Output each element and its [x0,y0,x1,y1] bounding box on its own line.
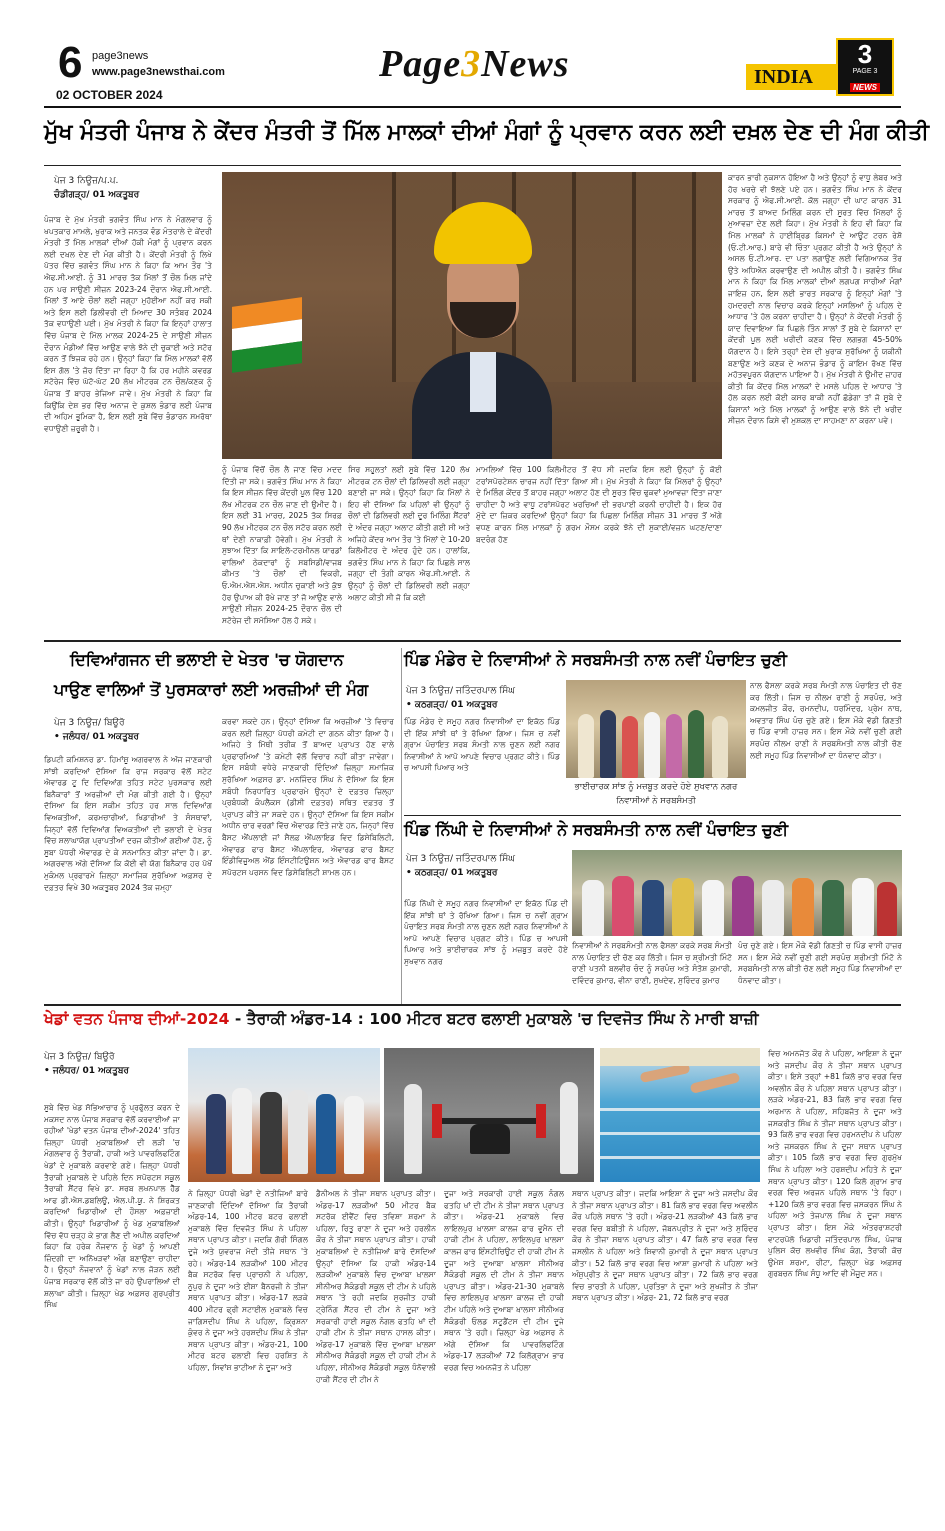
story4-column-3: ਪੰਚ ਚੁਣੇ ਗਏ। ਇਸ ਮੌਕੇ ਵੱਡੀ ਗਿਣਤੀ ਚ ਪਿੰਡ ਵਾਸੀ ਹਾਜ਼ਰ ਸਨ। ਇਸ ਮੌਕੇ ਨਵੀਂ ਚੁਣੀ ਗਈ ਸਰਪੰਚ ਸ਼੍ਰੀਮਤੀ ਮਿੰਟੋ ਨੇ ਸਰਬਸੰਮਤੀ ਨਾਲ ਕੀਤੀ ਚੋਣ ਲਈ ਸਮੂਹ ਪਿੰਡ ਨਿਵਾਸੀਆਂ ਦਾ ਧੰਨਵਾਦ ਕੀਤਾ। [738,941,902,985]
story5-headline [44,1010,901,1042]
person-figure [622,716,638,778]
story1-column-1: ਪੰਜਾਬ ਦੇ ਮੁੱਖ ਮੰਤਰੀ ਭਗਵੰਤ ਸਿੰਘ ਮਾਨ ਨੇ ਮੰਗਲਵਾਰ ਨੂੰ ਖਪਤਕਾਰ ਮਾਮਲੇ, ਖੁਰਾਕ ਅਤੇ ਜਨਤਕ ਵੰਡ ਮੰਤਰਾਲੇ ਦੇ ਕੇਂਦਰੀ ਮੰਤਰੀ ਤੋਂ ਮਿੱਲ ਮਾਲਕਾਂ ਦੀਆਂ ਹੱਕੀ ਮੰਗਾਂ ਨੂੰ ਪ੍ਰਵਾਨ ਕਰਨ ਲਈ ਦਖ਼ਲ ਦੇਣ ਦੀ ਮੰਗ ਕੀਤੀ ਹੈ। ਕੇਂਦਰੀ ਮੰਤਰੀ ਨੂੰ ਲਿਖੇ ਪੱਤਰ ਵਿੱਚ ਭਗਵੰਤ ਸਿੰਘ ਮਾਨ ਨੇ ਕਿਹਾ ਕਿ ਆਮ ਤੌਰ 'ਤੇ ਐਫ.ਸੀ.ਆਈ. ਨੂੰ 31 ਮਾਰਚ ਤੱਕ ਮਿੱਲਾਂ ਤੋਂ ਚੌਲ ਮਿਲ ਜਾਂਦੇ ਹਨ ਪਰ ਸਾਉਣੀ ਸੀਜ਼ਨ 2023-24 ਦੌਰਾਨ ਐਫ.ਸੀ.ਆਈ. ਮਿੱਲਾਂ ਤੋਂ ਆਏ ਚੌਲਾਂ ਲਈ ਜਗ੍ਹਾ ਮੁਹੱਈਆ ਨਹੀਂ ਕਰ ਸਕੀ ਅਤੇ ਇਸ ਲਈ ਡਿਲੀਵਰੀ ਦੀ ਮਿਆਦ 30 ਸਤੰਬਰ 2024 ਤੱਕ ਵਧਾਉਣੀ ਪਈ। ਮੁੱਖ ਮੰਤਰੀ ਨੇ ਕਿਹਾ ਕਿ ਇਨ੍ਹਾਂ ਹਾਲਾਤ ਵਿੱਚ ਪੰਜਾਬ ਦੇ ਮਿੱਲ ਮਾਲਕ 2024-25 ਦੇ ਸਾਉਣੀ ਸੀਜ਼ਨ ਦੌਰਾਨ ਮੰਡੀਆਂ ਵਿੱਚ ਆਉਣ ਵਾਲੇ ਝੋਨੇ ਦੀ ਚੁਕਾਈ ਅਤੇ ਸਟੋਰ ਕਰਨ ਤੋਂ ਝਿਜਕ ਰਹੇ ਹਨ। ਉਨ੍ਹਾਂ ਕਿਹਾ ਕਿ ਮਿੱਲ ਮਾਲਕਾਂ ਵੱਲੋਂ ਇਸ ਗੱਲ 'ਤੇ ਜ਼ੋਰ ਦਿੱਤਾ ਜਾ ਰਿਹਾ ਹੈ ਕਿ ਹਰ ਮਹੀਨੇ ਕਵਰਡ ਸਟੋਰੇਜ ਵਿੱਚ ਘੱਟੋ-ਘੱਟ 20 ਲੱਖ ਮੀਟਰਕ ਟਨ ਚੌਲ/ਕਣਕ ਨੂੰ ਪੰਜਾਬ ਤੋਂ ਬਾਹਰ ਭੇਜਿਆ ਜਾਵੇ। ਮੁੱਖ ਮੰਤਰੀ ਨੇ ਕਿਹਾ ਕਿ ਕਿਉਂਕਿ ਦੇਸ਼ ਭਰ ਵਿੱਚ ਅਨਾਜ ਦੇ ਕੁਸ਼ਲ ਭੰਡਾਰ ਲਈ ਪੰਜਾਬ ਦੀ ਅਹਿਮ ਭੂਮਿਕਾ ਹੈ, ਇਸ ਲਈ ਸੂਬੇ ਵਿੱਚ ਭੰਡਾਰਨ ਸਮਰੱਥਾ ਵਧਾਉਣੀ ਜ਼ਰੂਰੀ ਹੈ। [44,215,212,433]
person-figure [672,878,694,936]
byline-dateline: • ਜਲੰਧਰ/ 01 ਅਕਤੂਬਰ [44,1066,130,1076]
website-link[interactable]: www.page3newsthai.com [92,66,225,78]
medal-ceremony-photo [188,1048,380,1182]
person-figure [288,1090,308,1174]
person-shirt [470,352,496,412]
story3-byline [406,684,566,712]
person-figure [852,878,874,936]
person-figure [582,880,604,936]
person-figure [644,712,660,778]
byline-author: ਪੇਜ 3 ਨਿਊਜ਼/ ਬਿਊਰੋ [44,1052,115,1062]
person-figure [260,1092,282,1174]
logo-word-page: Page [379,43,462,85]
person-figure [877,882,897,936]
divider [44,640,901,642]
person-figure [316,1094,336,1174]
badge-text: PAGE 3 [852,68,878,75]
person-figure [206,1094,226,1174]
story5-column-6: ਵਿਚ ਅਮਨਜੋਤ ਕੌਰ ਨੇ ਪਹਿਲਾ, ਆਇਸ਼ਾ ਨੇ ਦੂਜਾ ਅਤੇ ਜਸਦੀਪ ਕੌਰ ਨੇ ਤੀਜਾ ਸਥਾਨ ਪ੍ਰਾਪਤ ਕੀਤਾ। ਇਸੇ ਤਰ੍ਹਾਂ +81 ਕਿਲੋ ਭਾਰ ਵਰਗ ਵਿਚ ਅਵਲੀਨ ਕੌਰ ਨੇ ਪਹਿਲਾ ਸਥਾਨ ਪ੍ਰਾਪਤ ਕੀਤਾ। ਲੜਕੇ ਅੰਡਰ-21, 83 ਕਿਲੋ ਭਾਰ ਵਰਗ ਵਿਚ ਅਰਮਾਨ ਨੇ ਪਹਿਲਾ, ਸਹਿਬਜੋਤ ਨੇ ਦੂਜਾ ਅਤੇ ਜਸਕਰੀਤ ਸਿੰਘ ਨੇ ਤੀਜਾ ਸਥਾਨ ਪ੍ਰਾਪਤ ਕੀਤਾ। 93 ਕਿਲੋ ਭਾਰ ਵਰਗ ਵਿਚ ਹਰਮਨਦੀਪ ਨੇ ਪਹਿਲਾ ਅਤੇ ਜਸਕਰਨ ਸਿੰਘ ਨੇ ਦੂਜਾ ਸਥਾਨ ਪ੍ਰਾਪਤ ਕੀਤਾ। 105 ਕਿਲੋ ਭਾਰ ਵਰਗ ਵਿਚ ਗੁਰਮੁੱਖ ਸਿੰਘ ਨੇ ਪਹਿਲਾ ਅਤੇ ਹਰਸ਼ਦੀਪ ਮਹਿਤੇ ਨੇ ਦੂਜਾ ਸਥਾਨ ਪ੍ਰਾਪਤ ਕੀਤਾ। 120 ਕਿਲੋ ਗ੍ਰਾਮ ਭਾਰ ਵਰਗ ਵਿੱਚ ਅਰਜਨ ਪਹਿਲੇ ਸਥਾਨ 'ਤੇ ਰਿਹਾ। +120 ਕਿਲੋ ਭਾਰ ਵਰਗ ਵਿਚ ਜਸਕਰਨ ਸਿੰਘ ਨੇ ਪਹਿਲਾ ਅਤੇ ਤੇਜਪਾਲ ਸਿੰਘ ਨੇ ਦੂਜਾ ਸਥਾਨ ਪ੍ਰਾਪਤ ਕੀਤਾ। ਇਸ ਮੌਕੇ ਅੰਤਰਰਾਸ਼ਟਰੀ ਵਾਟਰਪੋਲੋ ਖਿਡਾਰੀ ਜਤਿੰਦਰਪਾਲ ਸਿੰਘ, ਪੰਜਾਬ ਪੁਲਿਸ ਕੋਚ ਲਖਵੀਰ ਸਿੰਘ ਕੰਗ, ਤੈਰਾਕੀ ਕੋਚ ਉਮੇਸ਼ ਸ਼ਰਮਾ, ਰੀਟਾ, ਜ਼ਿਲ੍ਹਾ ਖੇਡ ਅਫ਼ਸਰ ਗੁਰਬਚਨ ਸਿੰਘ ਸੰਧੂ ਆਦਿ ਵੀ ਮੌਜੂਦ ਸਨ। [768,1049,902,1279]
headline-red-part: ਖੇਡਾਂ ਵਤਨ ਪੰਜਾਬ ਦੀਆਂ-2024 [44,1010,230,1028]
headline-black-part: - ਤੈਰਾਕੀ ਅੰਡਰ-14 : 100 ਮੀਟਰ ਬਟਰ ਫਲਾਈ ਮੁਕਾਬਲੇ 'ਚ ਦਿਵਜੋਤ ਸਿੰਘ ਨੇ ਮਾਰੀ ਬਾਜ਼ੀ [229,1010,759,1028]
story2-headline-line1: ਦਿਵਿਆਂਗਜਨ ਦੀ ਭਲਾਈ ਦੇ ਖੇਤਰ 'ਚ ਯੋਗਦਾਨ [70,650,344,669]
person-figure [688,710,704,778]
story4-byline [406,852,566,880]
story1-column-4: ਮਾਮਲਿਆਂ ਵਿੱਚ 100 ਕਿਲੋਮੀਟਰ ਤੋਂ ਵੱਧ ਸੀ ਜਦਕਿ ਇਸ ਲਈ ਉਨ੍ਹਾਂ ਨੂੰ ਕੋਈ ਟਰਾਂਸਪੋਰਟੇਸ਼ਨ ਚਾਰਜ ਨਹੀਂ ਦਿੱਤਾ ਗਿਆ ਸੀ। ਮੁੱਖ ਮੰਤਰੀ ਨੇ ਕਿਹਾ ਕਿ ਮਿੱਲਰਾਂ ਨੂੰ ਉਨ੍ਹਾਂ ਦੇ ਮਿਲਿੰਗ ਕੇਂਦਰ ਤੋਂ ਬਾਹਰ ਜਗ੍ਹਾ ਅਲਾਟ ਹੋਣ ਦੀ ਸੂਰਤ ਵਿੱਚ ਢੁਕਵਾਂ ਮੁਆਵਜ਼ਾ ਦਿੱਤਾ ਜਾਣਾ ਚਾਹੀਦਾ ਹੈ ਅਤੇ ਵਾਧੂ ਟਰਾਂਸਪੋਰਟ ਖਰਚਿਆਂ ਦੀ ਭਰਪਾਈ ਕਰਨੀ ਚਾਹੀਦੀ ਹੈ। ਇਕ ਹੋਰ ਮੁੱਦੇ ਦਾ ਜ਼ਿਕਰ ਕਰਦਿਆਂ ਉਨ੍ਹਾਂ ਕਿਹਾ ਕਿ ਪਿਛਲਾ ਮਿਲਿੰਗ ਸੀਜ਼ਨ 31 ਮਾਰਚ ਤੋਂ ਅੱਗੇ ਵਧਣ ਕਾਰਨ ਮਿੱਲ ਮਾਲਕਾਂ ਨੂੰ ਗਰਮ ਮੌਸਮ ਕਰਕੇ ਝੋਨੇ ਦੀ ਸੁਕਾਈ/ਵਜ਼ਨ ਘਟਣ/ਦਾਣਾ ਬਦਰੰਗ ਹੋਣ [476,465,722,544]
logo-number: 3 [461,43,482,85]
person-figure [642,880,664,936]
person-figure [792,878,814,936]
column-divider [401,648,402,1004]
person-figure [762,880,784,936]
story4-headline: ਪਿੰਡ ਨਿੱਘੀ ਦੇ ਨਿਵਾਸੀਆਂ ਨੇ ਸਰਬਸੰਮਤੀ ਨਾਲ ਨਵੀਂ ਪੰਚਾਇਤ ਚੁਣੀ [404,820,789,839]
person-figure [560,1082,578,1174]
nighi-village-photo [572,850,902,936]
masthead [44,34,901,108]
story1-column-3: ਸਿਰ ਸਹੂਲਤਾਂ ਲਈ ਸੂਬੇ ਵਿੱਚ 120 ਲੱਖ ਮੀਟਰਕ ਟਨ ਚੌਲਾਂ ਦੀ ਡਿਲਿਵਰੀ ਲਈ ਜਗ੍ਹਾ ਬਣਾਈ ਜਾ ਸਕੇ। ਉਨ੍ਹਾਂ ਕਿਹਾ ਕਿ ਮਿੱਲਾਂ ਨੇ ਇਹ ਵੀ ਦੱਸਿਆ ਕਿ ਪਹਿਲਾਂ ਵੀ ਉਨ੍ਹਾਂ ਨੂੰ ਚੌਲਾਂ ਦੀ ਡਿਲਿਵਰੀ ਲਈ ਦੂਰ ਮਿਲਿੰਗ ਸੈਂਟਰਾਂ ਦੇ ਅੰਦਰ ਜਗ੍ਹਾ ਅਲਾਟ ਕੀਤੀ ਗਈ ਸੀ ਅਤੇ ਅਜਿਹੇ ਕੇਂਦਰ ਆਮ ਤੌਰ 'ਤੇ ਮਿੱਲਾਂ ਦੇ 10-20 ਕਿਲੋਮੀਟਰ ਦੇ ਅੰਦਰ ਹੁੰਦੇ ਹਨ। ਹਾਲਾਂਕਿ, ਭਗਵੰਤ ਸਿੰਘ ਮਾਨ ਨੇ ਕਿਹਾ ਕਿ ਪਿਛਲੇ ਸਾਲ ਜਗ੍ਹਾ ਦੀ ਤੰਗੀ ਕਾਰਨ ਐਫ.ਸੀ.ਆਈ. ਨੇ ਉਨ੍ਹਾਂ ਨੂੰ ਚੌਲਾਂ ਦੀ ਡਿਲਿਵਰੀ ਲਈ ਜਗ੍ਹਾ ਅਲਾਟ ਕੀਤੀ ਸੀ ਜੋ ਕਿ ਕਈ [348,465,470,602]
byline-author: ਪੇਜ 3 ਨਿਊਜ਼/ ਜਤਿੰਦਰਪਾਲ ਸਿੰਘ [406,854,515,864]
divider [404,815,901,816]
story1-byline [54,174,214,202]
pool-deck [600,1048,760,1066]
story5-column-1: ਸੂਬੇ ਵਿੱਚ ਖੇਡ ਸੱਭਿਆਚਾਰ ਨੂੰ ਪ੍ਰਫੁੱਲਤ ਕਰਨ ਦੇ ਮਕਸਦ ਨਾਲ ਪੰਜਾਬ ਸਰਕਾਰ ਵੱਲੋਂ ਕਰਵਾਈਆਂ ਜਾ ਰਹੀਆਂ 'ਖੇਡਾਂ ਵਤਨ ਪੰਜਾਬ ਦੀਆਂ-2024' ਤਹਿਤ ਜ਼ਿਲ੍ਹਾ ਪੱਧਰੀ ਮੁਕਾਬਲਿਆਂ ਦੀ ਲੜੀ 'ਚ ਮੰਗਲਵਾਰ ਨੂੰ ਤੈਰਾਕੀ, ਹਾਕੀ ਅਤੇ ਪਾਵਰਲਿਫਟਿੰਗ ਖੇਡਾਂ ਦੇ ਮੁਕਾਬਲੇ ਕਰਵਾਏ ਗਏ। ਜ਼ਿਲ੍ਹਾ ਪੱਧਰੀ ਤੈਰਾਕੀ ਮੁਕਾਬਲੇ ਦੇ ਪਹਿਲੇ ਦਿਨ ਸਪੋਰਟਸ ਸਕੂਲ ਤੈਰਾਕੀ ਸੈਂਟਰ ਵਿਖੇ ਡਾ. ਸਰਬ ਲਖਨਪਾਲ ਹੈੱਡ ਆਫ ਡੀ.ਐਸ.ਡਬਲਿਊ, ਐਲ.ਪੀ.ਯੂ. ਨੇ ਸ਼ਿਰਕਤ ਕਰਦਿਆਂ ਖਿਡਾਰੀਆਂ ਦੀ ਹੌਸਲਾ ਅਫ਼ਜ਼ਾਈ ਕੀਤੀ। ਉਨ੍ਹਾਂ ਖਿਡਾਰੀਆਂ ਨੂੰ ਖੇਡ ਮੁਕਾਬਲਿਆਂ ਵਿੱਚ ਵੱਧ ਚੜ੍ਹ ਕੇ ਭਾਗ ਲੈਣ ਦੀ ਅਪੀਲ ਕਰਦਿਆਂ ਕਿਹਾ ਕਿ ਹਰੇਕ ਨੌਜਵਾਨ ਨੂੰ ਖੇਡਾਂ ਨੂੰ ਆਪਣੀ ਜ਼ਿੰਦਗੀ ਦਾ ਅਨਿੱਖੜਵਾਂ ਅੰਗ ਬਣਾਉਣਾ ਚਾਹੀਦਾ ਹੈ। ਉਨ੍ਹਾਂ ਨੌਜਵਾਨਾਂ ਨੂੰ ਖੇਡਾਂ ਨਾਲ ਜੋੜਨ ਲਈ ਪੰਜਾਬ ਸਰਕਾਰ ਵੱਲੋਂ ਕੀਤੇ ਜਾ ਰਹੇ ਉਪਰਾਲਿਆਂ ਦੀ ਸ਼ਲਾਘਾ ਕੀਤੀ। ਜ਼ਿਲ੍ਹਾ ਖੇਡ ਅਫ਼ਸਰ ਗੁਰਪ੍ਰੀਤ ਸਿੰਘ [44,1103,180,1310]
chief-minister-photo [222,172,722,459]
person-figure [822,880,844,936]
byline-author: ਪੇਜ 3 ਨਿਊਜ਼/ ਬਿਊਰੋ [54,718,125,728]
story2-headline-line2: ਪਾਉਣ ਵਾਲਿਆਂ ਤੋਂ ਪੁਰਸਕਾਰਾਂ ਲਈ ਅਰਜ਼ੀਆਂ ਦੀ ਮੰਗ [54,680,369,699]
byline-author: ਪੇਜ 3 ਨਿਊਜ਼/ਪ.ਪ. [54,176,119,186]
swimmer-diving [690,1072,741,1094]
person-figure [600,710,616,778]
person-figure [666,714,682,778]
swimming-pool-photo [600,1048,760,1182]
story2-byline [54,716,214,744]
person-figure [578,714,594,778]
byline-dateline: • ਕਠਗੜ੍ਹ/ 01 ਅਕਤੂਬਰ [406,868,498,878]
person-figure [404,1084,422,1174]
person-figure [702,880,724,936]
story3-column-2: ਨਾਲ ਫੈਸਲਾ ਕਰਕੇ ਸਰਬ ਸੰਮਤੀ ਨਾਲ ਪੰਚਾਇਤ ਦੀ ਚੋਣ ਕਰ ਲਿੱਤੀ। ਜਿਸ ਚ ਨੀਲਮ ਰਾਣੀ ਨੂੰ ਸਰਪੰਚ, ਅਤੇ ਕਮਲਜੀਤ ਕੌਰ, ਰਮਨਦੀਪ, ਧਰਮਿੰਦਰ, ਪ੍ਰੇਮ ਨਾਥ, ਅਵਤਾਰ ਸਿੰਘ ਪੰਚ ਚੁਣੇ ਗਏ। ਇਸ ਮੌਕੇ ਵੱਡੀ ਗਿਣਤੀ ਚ ਪਿੰਡ ਵਾਸੀ ਹਾਜ਼ਰ ਸਨ। ਇਸ ਮੌਕੇ ਨਵੀਂ ਚੁਣੀ ਗਈ ਸਰਪੰਚ ਨੀਲਮ ਰਾਣੀ ਨੇ ਸਰਬਸੰਮਤੀ ਨਾਲ ਕੀਤੀ ਚੋਣ ਲਈ ਸਮੂਹ ਪਿੰਡ ਨਿਵਾਸੀਆਂ ਦਾ ਧੰਨਵਾਦ ਕੀਤਾ। [750,681,902,760]
story4-column-2: ਨਿਵਾਸੀਆਂ ਨੇ ਸਰਬਸੰਮਤੀ ਨਾਲ ਫੈਸਲਾ ਕਰਕੇ ਸਰਬ ਸੰਮਤੀ ਨਾਲ ਪੰਚਾਇਤ ਦੀ ਚੋਣ ਕਰ ਲਿੱਤੀ। ਜਿਸ ਚ ਸ਼੍ਰੀਮਤੀ ਮਿੰਟੋ ਰਾਣੀ ਪਤਨੀ ਬਲਵੀਰ ਚੰਦ ਨੂੰ ਸਰਪੰਚ ਅਤੇ ਸੰਤੋਸ਼ ਕੁਮਾਰੀ, ਦਵਿੰਦਰ ਕੁਮਾਰ, ਵੀਨਾ ਰਾਣੀ, ਸੁਖਦੇਵ, ਸੁਰਿੰਦਰ ਕੁਮਾਰ [572,941,732,985]
person-figure [612,876,634,936]
byline-author: ਪੇਜ 3 ਨਿਊਜ਼/ ਜਤਿੰਦਰਪਾਲ ਸਿੰਘ [406,686,515,696]
page3-badge-icon [836,38,894,96]
story2-column-1: ਡਿਪਟੀ ਕਮਿਸ਼ਨਰ ਡਾ. ਹਿਮਾਂਸ਼ੂ ਅਗਰਵਾਲ ਨੇ ਅੱਜ ਜਾਣਕਾਰੀ ਸਾਂਝੀ ਕਰਦਿਆਂ ਦੱਸਿਆ ਕਿ ਰਾਜ ਸਰਕਾਰ ਵੱਲੋਂ ਸਟੇਟ ਐਵਾਰਡ ਟੂ ਦਿ ਦਿਵਿਆਂਗ ਤਹਿਤ ਸਟੇਟ ਪੁਰਸਕਾਰ ਲਈ ਬਿਨੈਕਾਰਾਂ ਤੋਂ ਅਰਜ਼ੀਆਂ ਦੀ ਮੰਗ ਕੀਤੀ ਗਈ ਹੈ। ਉਨ੍ਹਾਂ ਦੱਸਿਆ ਕਿ ਇਸ ਸਕੀਮ ਤਹਿਤ ਹਰ ਸਾਲ ਦਿਵਿਆਂਗ ਵਿਅਕਤੀਆਂ, ਕਰਮਚਾਰੀਆਂ, ਖਿਡਾਰੀਆਂ ਤੇ ਸੰਸਥਾਵਾਂ, ਜਿਨ੍ਹਾਂ ਵੱਲੋਂ ਦਿਵਿਆਂਗ ਵਿਅਕਤੀਆਂ ਦੀ ਭਲਾਈ ਦੇ ਖੇਤਰ ਵਿੱਚ ਸ਼ਲਾਘਾਯੋਗ ਪ੍ਰਾਪਤੀਆਂ ਦਰਜ ਕੀਤੀਆਂ ਗਈਆਂ ਹੋਣ, ਨੂੰ ਸੂਬਾ ਪੱਧਰੀ ਐਵਾਰਡ ਦੇ ਕੇ ਸਨਮਾਨਿਤ ਕੀਤਾ ਜਾਂਦਾ ਹੈ। ਡਾ. ਅਗਰਵਾਲ ਅੱਗੇ ਦੱਸਿਆ ਕਿ ਕੋਈ ਵੀ ਯੋਗ ਬਿਨੈਕਾਰ ਹਰ ਪੱਖੋਂ ਮੁਕੰਮਲ ਪ੍ਰਫਾਰਮੇ ਜ਼ਿਲ੍ਹਾ ਸਮਾਜਿਕ ਸੁਰੱਖਿਆ ਅਫ਼ਸਰ ਦੇ ਦਫ਼ਤਰ ਵਿਖੇ 30 ਅਕਤੂਬਰ 2024 ਤੱਕ ਜਮ੍ਹਾ [44,755,212,892]
story2-column-2: ਕਰਵਾ ਸਕਦੇ ਹਨ। ਉਨ੍ਹਾਂ ਦੱਸਿਆ ਕਿ ਅਰਜ਼ੀਆਂ 'ਤੇ ਵਿਚਾਰ ਕਰਨ ਲਈ ਜ਼ਿਲ੍ਹਾ ਪੱਧਰੀ ਕਮੇਟੀ ਦਾ ਗਠਨ ਕੀਤਾ ਗਿਆ ਹੈ। ਅਜਿਹੇ ਤੇ ਮਿੱਥੀ ਤਰੀਕ ਤੋਂ ਬਾਅਦ ਪ੍ਰਾਪਤ ਹੋਣ ਵਾਲੇ ਪ੍ਰਫਾਰਮਿਆਂ 'ਤੇ ਕਮੇਟੀ ਵੱਲੋਂ ਵਿਚਾਰ ਨਹੀਂ ਕੀਤਾ ਜਾਵੇਗਾ। ਇਸ ਸਬੰਧੀ ਵਧੇਰੇ ਜਾਣਕਾਰੀ ਦਿੰਦਿਆਂ ਜ਼ਿਲ੍ਹਾ ਸਮਾਜਿਕ ਸੁਰੱਖਿਆ ਅਫ਼ਸਰ ਡਾ. ਮਨਜਿੰਦਰ ਸਿੰਘ ਨੇ ਦੱਸਿਆ ਕਿ ਇਸ ਸਬੰਧੀ ਨਿਰਧਾਰਿਤ ਪ੍ਰਫਾਰਮੇ ਉਨ੍ਹਾਂ ਦੇ ਦਫ਼ਤਰ ਜ਼ਿਲ੍ਹਾ ਪ੍ਰਬੰਧਕੀ ਕੰਪਲੈਕਸ (ਡੀਸੀ ਦਫ਼ਤਰ) ਸਥਿਤ ਦਫ਼ਤਰ ਤੋਂ ਪ੍ਰਾਪਤ ਕੀਤੇ ਜਾ ਸਕਦੇ ਹਨ। ਉਨ੍ਹਾਂ ਦੱਸਿਆ ਕਿ ਇਸ ਸਕੀਮ ਅਧੀਨ ਚਾਰ ਵਰਗਾਂ ਵਿੱਚ ਐਵਾਰਡ ਦਿੱਤੇ ਜਾਣੇ ਹਨ, ਜਿਨ੍ਹਾਂ ਵਿੱਚ ਬੈਸਟ ਐਂਪਲਾਈ ਜਾਂ ਸੈਲਫ਼ ਐਂਪਲਾਇਡ ਵਿਦ ਡਿਸੇਬਿਲਿਟੀ, ਐਵਾਰਡ ਫਾਰ ਬੈਸਟ ਐਂਪਲਾਇਰ, ਐਵਾਰਡ ਫਾਰ ਬੈਸਟ ਇੰਡੀਵਿਜੂਅਲ ਐਂਡ ਇੰਸਟੀਟਿਊਸ਼ਨ ਅਤੇ ਐਵਾਰਡ ਫਾਰ ਬੈਸਟ ਸਪੋਰਟਸ ਪਰਸਨ ਵਿਦ ਡਿਸੇਬਿਲਿਟੀ ਸ਼ਾਮਲ ਹਨ। [222,717,394,877]
lifter-figure [470,1124,510,1154]
divider [44,165,901,166]
story1-column-5: ਕਾਰਨ ਭਾਰੀ ਨੁਕਸਾਨ ਹੋਇਆ ਹੈ ਅਤੇ ਉਨ੍ਹਾਂ ਨੂੰ ਵਾਧੂ ਲੇਬਰ ਅਤੇ ਹੋਰ ਖਰਚੇ ਵੀ ਝੱਲਣੇ ਪਏ ਹਨ। ਭਗਵੰਤ ਸਿੰਘ ਮਾਨ ਨੇ ਕੇਂਦਰ ਸਰਕਾਰ ਨੂੰ ਐਫ.ਸੀ.ਆਈ. ਕੋਲ ਜਗ੍ਹਾ ਦੀ ਘਾਟ ਕਾਰਨ 31 ਮਾਰਚ ਤੋਂ ਬਾਅਦ ਮਿਲਿੰਗ ਕਰਨ ਦੀ ਸੂਰਤ ਵਿੱਚ ਮਿੱਲਰਾਂ ਨੂੰ ਮੁਆਵਜ਼ਾ ਦੇਣ ਲਈ ਕਿਹਾ। ਮੁੱਖ ਮੰਤਰੀ ਨੇ ਇਹ ਵੀ ਕਿਹਾ ਕਿ ਮਿੱਲ ਮਾਲਕਾਂ ਨੇ ਹਾਈਬ੍ਰਿਡ ਕਿਸਮਾਂ ਦੇ ਆਊਟ ਟਰਨ ਰੇਸ਼ੋ (ਓ.ਟੀ.ਆਰ.) ਬਾਰੇ ਵੀ ਚਿੰਤਾ ਪ੍ਰਗਟ ਕੀਤੀ ਹੈ ਅਤੇ ਉਨ੍ਹਾਂ ਨੇ ਅਸਲ ਓ.ਟੀ.ਆਰ. ਦਾ ਪਤਾ ਲਗਾਉਣ ਲਈ ਵਿਗਿਆਨਕ ਤੌਰ ਉਤੇ ਅਧਿਐਨ ਕਰਵਾਉਣ ਦੀ ਅਪੀਲ ਕੀਤੀ ਹੈ। ਭਗਵੰਤ ਸਿੰਘ ਮਾਨ ਨੇ ਕਿਹਾ ਕਿ ਮਿੱਲ ਮਾਲਕਾਂ ਦੀਆਂ ਲਗਪਗ ਸਾਰੀਆਂ ਮੰਗਾਂ ਜਾਇਜ਼ ਹਨ, ਇਸ ਲਈ ਭਾਰਤ ਸਰਕਾਰ ਨੂੰ ਇਨ੍ਹਾਂ ਮੰਗਾਂ 'ਤੇ ਹਮਦਰਦੀ ਨਾਲ ਵਿਚਾਰ ਕਰਕੇ ਇਨ੍ਹਾਂ ਮਸਲਿਆਂ ਨੂੰ ਪਹਿਲ ਦੇ ਆਧਾਰ 'ਤੇ ਹੱਲ ਕਰਨਾ ਚਾਹੀਦਾ ਹੈ। ਉਨ੍ਹਾਂ ਨੇ ਕੇਂਦਰੀ ਮੰਤਰੀ ਨੂੰ ਯਾਦ ਦਿਵਾਇਆ ਕਿ ਪਿਛਲੇ ਤਿੰਨ ਸਾਲਾਂ ਤੋਂ ਸੂਬੇ ਦੇ ਕਿਸਾਨਾਂ ਦਾ ਕੇਂਦਰੀ ਪੂਲ ਲਈ ਖਰੀਦੀ ਕਣਕ ਵਿੱਚ ਲਗਭਗ 45-50% ਯੋਗਦਾਨ ਹੈ। ਇਸੇ ਤਰ੍ਹਾਂ ਦੇਸ਼ ਦੀ ਖੁਰਾਕ ਸੁਰੱਖਿਆ ਨੂੰ ਯਕੀਨੀ ਬਣਾਉਣ ਅਤੇ ਕਣਕ ਦੇ ਅਨਾਜ ਭੰਡਾਰ ਨੂੰ ਕਾਇਮ ਰੱਖਣ ਵਿੱਚ ਮਹੱਤਵਪੂਰਨ ਯੋਗਦਾਨ ਪਾਇਆ ਹੈ। ਮੁੱਖ ਮੰਤਰੀ ਨੇ ਉਮੀਦ ਜ਼ਾਹਰ ਕੀਤੀ ਕਿ ਕੇਂਦਰ ਮਿੱਲ ਮਾਲਕਾਂ ਦੇ ਮਸਲੇ ਪਹਿਲ ਦੇ ਆਧਾਰ 'ਤੇ ਹੱਲ ਕਰਨ ਲਈ ਕੋਈ ਕਸਰ ਬਾਕੀ ਨਹੀਂ ਛੱਡੇਗਾ ਤਾਂ ਜੋ ਸੂਬੇ ਦੇ ਕਿਸਾਨਾਂ ਅਤੇ ਮਿੱਲ ਮਾਲਕਾਂ ਨੂੰ ਆਉਣ ਵਾਲੇ ਝੋਨੇ ਦੀ ਖਰੀਦ ਸੀਜ਼ਨ ਦੌਰਾਨ ਕਿਸੇ ਵੀ ਮੁਸ਼ਕਲ ਦਾ ਸਾਹਮਣਾ ਨਾ ਕਰਨਾ ਪਵੇ। [728,173,902,426]
person-figure [712,716,728,778]
brand-handle: page3news [92,50,149,62]
story5-column-4: ਦੂਜਾ ਅਤੇ ਸਰਕਾਰੀ ਹਾਈ ਸਕੂਲ ਨੰਗਲ ਫਤਹਿ ਖਾਂ ਦੀ ਟੀਮ ਨੇ ਤੀਜਾ ਸਥਾਨ ਪ੍ਰਾਪਤ ਕੀਤਾ। ਅੰਡਰ-21 ਮੁਕਾਬਲੇ ਵਿਚ ਲਾਇਲਪੁਰ ਖ਼ਾਲਸਾ ਕਾਲਜ ਫਾਰ ਵੂਮੈਨ ਦੀ ਹਾਕੀ ਟੀਮ ਨੇ ਪਹਿਲਾ, ਲਾਇਲਪੁਰ ਖ਼ਾਲਸਾ ਕਾਲਜ ਫਾਰ ਇੰਸਟੀਚਿਊਟ ਦੀ ਹਾਕੀ ਟੀਮ ਨੇ ਦੂਜਾ ਅਤੇ ਦੁਆਬਾ ਖ਼ਾਲਸਾ ਸੀਨੀਅਰ ਸੈਕੰਡਰੀ ਸਕੂਲ ਦੀ ਟੀਮ ਨੇ ਤੀਜਾ ਸਥਾਨ ਪ੍ਰਾਪਤ ਕੀਤਾ। ਅੰਡਰ-21-30 ਮੁਕਾਬਲੇ ਵਿਚ ਲਾਇਲਪੁਰ ਖ਼ਾਲਸਾ ਕਾਲਜ ਦੀ ਹਾਕੀ ਟੀਮ ਪਹਿਲੇ ਅਤੇ ਦੁਆਬਾ ਖ਼ਾਲਸਾ ਸੀਨੀਅਰ ਸੈਕੰਡਰੀ ਓਲਡ ਸਟੂਡੈਂਟਸ ਦੀ ਟੀਮ ਦੂਜੇ ਸਥਾਨ 'ਤੇ ਰਹੀ। ਜ਼ਿਲ੍ਹਾ ਖੇਡ ਅਫ਼ਸਰ ਨੇ ਅੱਗੇ ਦੱਸਿਆ ਕਿ ਪਾਵਰਲਿਫਟਿੰਗ ਅੰਡਰ-17 ਲੜਕੀਆਂ 72 ਕਿਲੋਗ੍ਰਾਮ ਭਾਰ ਵਰਗ ਵਿਚ ਅਮਨਜੋਤ ਨੇ ਪਹਿਲਾ [444,1189,564,1372]
byline-dateline: ਚੰਡੀਗੜ੍ਹ/ 01 ਅਕਤੂਬਰ [54,190,140,200]
person-figure [232,1088,252,1174]
powerlifting-photo [384,1048,594,1182]
divider [44,1004,901,1006]
story1-column-2: ਨੂੰ ਪੰਜਾਬ ਵਿੱਚੋਂ ਚੌਲ ਲੈ ਜਾਣ ਵਿੱਚ ਮਦਦ ਦਿੱਤੀ ਜਾ ਸਕੇ। ਭਗਵੰਤ ਸਿੰਘ ਮਾਨ ਨੇ ਕਿਹਾ ਕਿ ਇਸ ਸੀਜ਼ਨ ਵਿੱਚ ਕੇਂਦਰੀ ਪੂਲ ਵਿੱਚ 120 ਲੱਖ ਮੀਟਰਕ ਟਨ ਚੌਲ ਜਾਣ ਦੀ ਉਮੀਦ ਹੈ। ਇਸ ਲਈ 31 ਮਾਰਚ, 2025 ਤੱਕ ਸਿਰਫ਼ 90 ਲੱਖ ਮੀਟਰਕ ਟਨ ਚੌਲ ਸਟੋਰ ਕਰਨ ਲਈ ਥਾਂ ਦੇਣੀ ਨਾਕਾਫ਼ੀ ਹੋਵੇਗੀ। ਮੁੱਖ ਮੰਤਰੀ ਨੇ ਸੁਝਾਅ ਦਿੱਤਾ ਕਿ ਸਾਇਲੋ-ਟਰਮੀਨਲ ਯਾਰਡਾਂ ਵਾਲਿਆਂ ਠੇਕਦਾਰਾਂ ਨੂੰ ਸਬਸਿਡੀ/ਵਾਜਬ ਕੀਮਤ 'ਤੇ ਚੌਲਾਂ ਦੀ ਵਿਕਰੀ, ਓ.ਐਮ.ਐਸ.ਐਸ. ਅਧੀਨ ਚੁਕਾਈ ਅਤੇ ਕੁੱਝ ਹੋਰ ਉਪਾਅ ਕੀ ਰੱਖੇ ਜਾਣ ਤਾਂ ਜੋ ਆਉਣ ਵਾਲੇ ਸਾਉਣੀ ਸੀਜ਼ਨ 2024-25 ਦੌਰਾਨ ਚੌਲ ਦੀ ਸਟੋਰੇਜ ਦੀ ਸਮੱਸਿਆ ਹੱਲ ਹੋ ਸਕੇ। [222,465,342,625]
issue-date: 02 OCTOBER 2024 [56,88,163,102]
person-figure [732,876,754,936]
mander-village-photo [566,680,746,778]
pool-lane [600,1132,760,1135]
page-number: 6 [58,38,83,87]
newspaper-logo [379,42,570,86]
byline-dateline: • ਕਠਗੜ੍ਹ/ 01 ਅਕਤੂਬਰ [406,700,498,710]
bookshelf [392,172,722,382]
story3-column-1: ਪਿੰਡ ਮੰਡੇਰ ਦੇ ਸਮੂਹ ਨਗਰ ਨਿਵਾਸੀਆਂ ਦਾ ਇਕੱਠ ਪਿੰਡ ਦੀ ਇੱਕ ਸਾਂਝੀ ਥਾਂ ਤੇ ਰੱਖਿਆ ਗਿਆ। ਜਿਸ ਚ ਨਵੀਂ ਗ੍ਰਾਮ ਪੰਚਾਇਤ ਸਰਬ ਸੰਮਤੀ ਨਾਲ ਚੁਣਨ ਲਈ ਨਗਰ ਨਿਵਾਸੀਆਂ ਨੇ ਆਪੋ ਆਪਣੇ ਵਿਚਾਰ ਪ੍ਰਗਟ ਕੀਤੇ। ਪਿੰਡ ਚ ਆਪਸੀ ਪਿਆਰ ਅਤੇ [404,717,560,773]
story5-column-5: ਸਥਾਨ ਪ੍ਰਾਪਤ ਕੀਤਾ। ਜਦਕਿ ਆਇਸ਼ਾ ਨੇ ਦੂਜਾ ਅਤੇ ਜਸਦੀਪ ਕੌਰ ਨੇ ਤੀਜਾ ਸਥਾਨ ਪ੍ਰਾਪਤ ਕੀਤਾ। 81 ਕਿਲੋ ਭਾਰ ਵਰਗ ਵਿਚ ਅਵਲੀਨ ਕੌਰ ਪਹਿਲੇ ਸਥਾਨ 'ਤੇ ਰਹੀ। ਅੰਡਰ-21 ਲੜਕੀਆਂ 43 ਕਿਲੋ ਭਾਰ ਵਰਗ ਵਿਚ ਬਬੀਤੀ ਨੇ ਪਹਿਲਾ, ਜੋਬਨਪ੍ਰੀਤ ਨੇ ਦੂਜਾ ਅਤੇ ਸੁਰਿੰਦਰ ਕੌਰ ਨੇ ਤੀਜਾ ਸਥਾਨ ਪ੍ਰਾਪਤ ਕੀਤਾ। 47 ਕਿਲੋ ਭਾਰ ਵਰਗ ਵਿਚ ਜਸਲੀਨ ਨੇ ਪਹਿਲਾ ਅਤੇ ਸ਼ਿਵਾਨੀ ਕੁਮਾਰੀ ਨੇ ਦੂਜਾ ਸਥਾਨ ਪ੍ਰਾਪਤ ਕੀਤਾ। 52 ਕਿਲੋ ਭਾਰ ਵਰਗ ਵਿਚ ਆਸ਼ਾ ਕੁਮਾਰੀ ਨੇ ਪਹਿਲਾ ਅਤੇ ਅੰਸ਼ੁਪ੍ਰੀਤ ਨੇ ਦੂਜਾ ਸਥਾਨ ਪ੍ਰਾਪਤ ਕੀਤਾ। 72 ਕਿਲੋ ਭਾਰ ਵਰਗ ਵਿਚ ਭਾਰਤੀ ਨੇ ਪਹਿਲਾ, ਪ੍ਰਤਿਭਾ ਨੇ ਦੂਜਾ ਅਤੇ ਸੁਖਜੀਤ ਨੇ ਤੀਜਾ ਸਥਾਨ ਪ੍ਰਾਪਤ ਕੀਤਾ। ਅੰਡਰ- 21, 72 ਕਿਲੋ ਭਾਰ ਵਰਗ [572,1189,758,1303]
story1-headline: ਮੁੱਖ ਮੰਤਰੀ ਪੰਜਾਬ ਨੇ ਕੇਂਦਰ ਮੰਤਰੀ ਤੋਂ ਮਿੱਲ ਮਾਲਕਾਂ ਦੀਆਂ ਮੰਗਾਂ ਨੂੰ ਪ੍ਰਵਾਨ ਕਰਨ ਲਈ ਦਖ਼ਲ ਦੇਣ ਦੀ ਮੰਗ ਕੀਤੀ [44,120,929,145]
india-flag-icon [232,297,302,373]
pool-lane [600,1108,760,1111]
story4-column-1: ਪਿੰਡ ਨਿੱਘੀ ਦੇ ਸਮੂਹ ਨਗਰ ਨਿਵਾਸੀਆਂ ਦਾ ਇਕੱਠ ਪਿੰਡ ਦੀ ਇੱਕ ਸਾਂਝੀ ਥਾਂ ਤੇ ਰੱਖਿਆ ਗਿਆ। ਜਿਸ ਚ ਨਵੀਂ ਗ੍ਰਾਮ ਪੰਚਾਇਤ ਸਰਬ ਸੰਮਤੀ ਨਾਲ ਚੁਣਨ ਲਈ ਨਗਰ ਨਿਵਾਸੀਆਂ ਨੇ ਆਪੋ ਆਪਣੇ ਵਿਚਾਰ ਪ੍ਰਗਟ ਕੀਤੇ। ਪਿੰਡ ਚ ਆਪਸੀ ਪਿਆਰ ਅਤੇ ਭਾਈਚਾਰਕ ਸਾਂਝ ਨੂੰ ਮਜ਼ਬੂਤ ਕਰਦੇ ਹੋਏ ਸੁਖਵਾਨ ਨਗਰ [404,899,568,966]
weight-plate [432,1104,442,1138]
region-label: INDIA [746,64,878,90]
badge-news: NEWS [850,83,880,92]
story5-byline [44,1050,184,1078]
pool-lane [600,1156,760,1159]
mander-photo-caption: ਭਾਈਚਾਰਕ ਸਾਂਝ ਨੂੰ ਮਜ਼ਬੂਤ ਕਰਦੇ ਹੋਏ ਸੁਖਵਾਨ ਨਗਰ ਨਿਵਾਸੀਆਂ ਨੇ ਸਰਬਸੰਮਤੀ [574,782,738,806]
story3-headline: ਪਿੰਡ ਮੰਡੇਰ ਦੇ ਨਿਵਾਸੀਆਂ ਨੇ ਸਰਬਸੰਮਤੀ ਨਾਲ ਨਵੀਂ ਪੰਚਾਇਤ ਚੁਣੀ [404,650,787,669]
byline-dateline: • ਜਲੰਧਰ/ 01 ਅਕਤੂਬਰ [54,732,140,742]
person-figure [344,1096,364,1174]
story5-column-2: ਨੇ ਜ਼ਿਲ੍ਹਾ ਪੱਧਰੀ ਖੇਡਾਂ ਦੇ ਨਤੀਜਿਆਂ ਬਾਰੇ ਜਾਣਕਾਰੀ ਦਿੰਦਿਆਂ ਦੱਸਿਆ ਕਿ ਤੈਰਾਕੀ ਅੰਡਰ-14, 100 ਮੀਟਰ ਬਟਰ ਫਲਾਈ ਮੁਕਾਬਲੇ ਵਿੱਚ ਦਿਵਜੋਤ ਸਿੰਘ ਨੇ ਪਹਿਲਾ ਸਥਾਨ ਪ੍ਰਾਪਤ ਕੀਤਾ। ਜਦਕਿ ਗੋਰੀ ਸਿੰਗਲ ਦੂਜੇ ਅਤੇ ਯੁਵਰਾਜ ਮੋਦੀ ਤੀਜੇ ਸਥਾਨ 'ਤੇ ਰਹੇ। ਅੰਡਰ-14 ਲੜਕੀਆਂ 100 ਮੀਟਰ ਬੈਕ ਸਟਰੋਕ ਵਿਚ ਪ੍ਰਾਚਨੀ ਨੇ ਪਹਿਲਾ, ਨੂਪੁਰ ਨੇ ਦੂਜਾ ਅਤੇ ਈਸ਼ਾ ਬੈਨਰਜੀ ਨੇ ਤੀਜਾ ਸਥਾਨ ਪ੍ਰਾਪਤ ਕੀਤਾ। ਅੰਡਰ-17 ਲੜਕੇ 400 ਮੀਟਰ ਫ੍ਰੀ ਸਟਾਈਲ ਮੁਕਾਬਲੇ ਵਿਚ ਜਾਗਿਸਦੀਪ ਸਿੰਘ ਨੇ ਪਹਿਲਾ, ਕ੍ਰਿਸ਼ਨਾ ਕੁੰਵਰ ਨੇ ਦੂਜਾ ਅਤੇ ਹਰਸ਼ਦੀਪ ਸਿੰਘ ਨੇ ਤੀਜਾ ਸਥਾਨ ਪ੍ਰਾਪਤ ਕੀਤਾ। ਅੰਡਰ-21, 100 ਮੀਟਰ ਬਟਰ ਫਲਾਈ ਵਿਚ ਹਰਸ਼ਿਤ ਨੇ ਪਹਿਲਾ, ਸਿਵਾਂਸ਼ ਭਾਟੀਆ ਨੇ ਦੂਜਾ ਅਤੇ [188,1189,308,1372]
badge-number: 3 [857,39,873,69]
weight-plate [536,1104,546,1138]
logo-word-news: News [481,43,570,85]
story5-column-3: ਡੈਨੀਅਲ ਨੇ ਤੀਜਾ ਸਥਾਨ ਪ੍ਰਾਪਤ ਕੀਤਾ। ਅੰਡਰ-17 ਲੜਕੀਆਂ 50 ਮੀਟਰ ਬੈਕ ਸਟਰੋਕ ਈਵੈਂਟ ਵਿਚ ਤਵਿਸ਼ਾ ਸ਼ਰਮਾ ਨੇ ਪਹਿਲਾ, ਰਿਤੂ ਰਾਣਾ ਨੇ ਦੂਜਾ ਅਤੇ ਹਰਲੀਨ ਕੌਰ ਨੇ ਤੀਜਾ ਸਥਾਨ ਪ੍ਰਾਪਤ ਕੀਤਾ। ਹਾਕੀ ਮੁਕਾਬਲਿਆਂ ਦੇ ਨਤੀਜਿਆਂ ਬਾਰੇ ਦੱਸਦਿਆਂ ਉਨ੍ਹਾਂ ਦੱਸਿਆ ਕਿ ਹਾਕੀ ਅੰਡਰ-14 ਲੜਕੀਆਂ ਮੁਕਾਬਲੇ ਵਿਚ ਦੁਆਬਾ ਖ਼ਾਲਸਾ ਸੀਨੀਅਰ ਸੈਕੰਡਰੀ ਸਕੂਲ ਦੀ ਟੀਮ ਨੇ ਪਹਿਲੇ ਸਥਾਨ 'ਤੇ ਰਹੀ ਜਦਕਿ ਸੁਰਜੀਤ ਹਾਕੀ ਟ੍ਰੇਨਿੰਗ ਸੈਂਟਰ ਦੀ ਟੀਮ ਨੇ ਦੂਜਾ ਅਤੇ ਸਰਕਾਰੀ ਹਾਈ ਸਕੂਲ ਨੰਗਲ ਫਤਹਿ ਖਾਂ ਦੀ ਹਾਕੀ ਟੀਮ ਨੇ ਤੀਜਾ ਸਥਾਨ ਹਾਸਲ ਕੀਤਾ। ਅੰਡਰ-17 ਮੁਕਾਬਲੇ ਵਿੱਚ ਦੁਆਬਾ ਖ਼ਾਲਸਾ ਸੀਨੀਅਰ ਸੈਕੰਡਰੀ ਸਕੂਲ ਦੀ ਹਾਕੀ ਟੀਮ ਨੇ ਪਹਿਲਾ, ਸੀਨੀਅਰ ਸੈਕੰਡਰੀ ਸਕੂਲ ਧੰਨੋਵਾਲੀ ਹਾਕੀ ਸੈਂਟਰ ਦੀ ਟੀਮ ਨੇ [316,1189,436,1384]
